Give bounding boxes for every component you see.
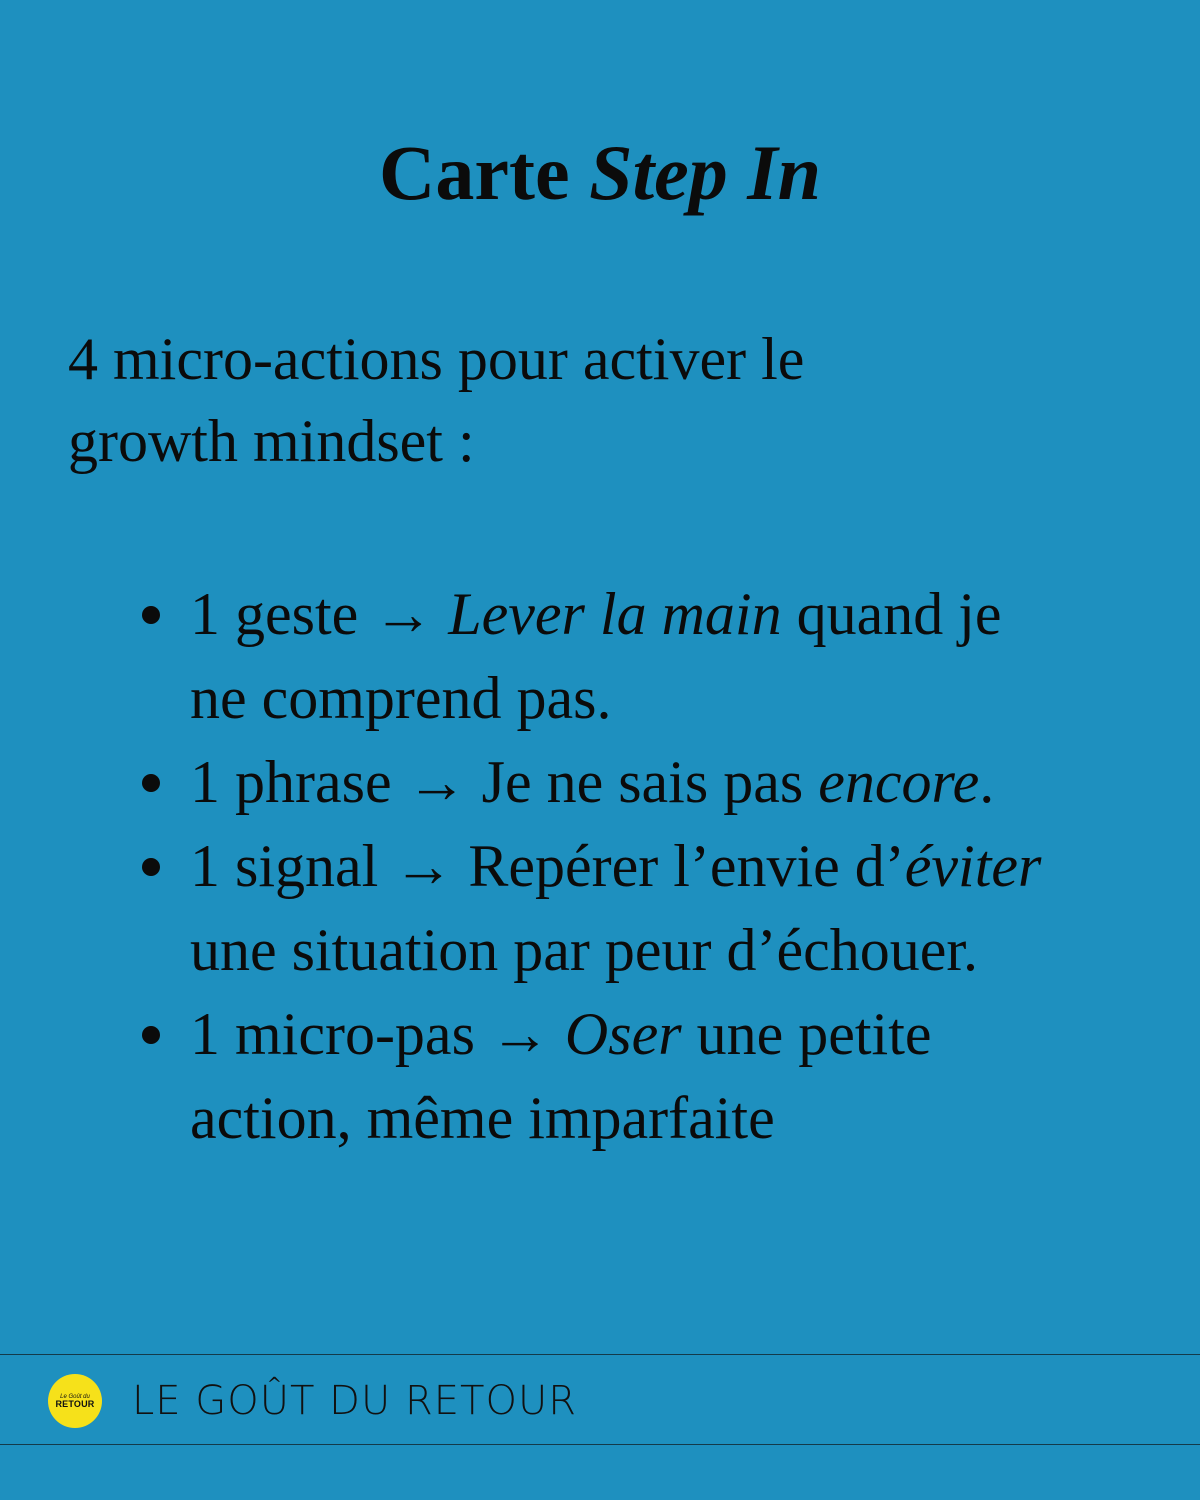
- lemon-logo-icon: [48, 1374, 102, 1428]
- card-title-plain: Carte: [379, 129, 590, 216]
- intro-line-2: growth mindset :: [68, 408, 475, 474]
- item-suffix: une petite: [681, 1001, 932, 1067]
- item-line-2: ne comprend pas.: [190, 665, 612, 731]
- item-line-2: action, même imparfaite: [190, 1085, 775, 1151]
- list-item: [190, 992, 1150, 1160]
- intro-line-1: 4 micro-actions pour activer le: [68, 326, 805, 392]
- item-prefix: 1 geste →: [190, 581, 449, 647]
- item-prefix: 1 micro-pas →: [190, 1001, 565, 1067]
- item-prefix: 1 phrase → Je ne sais pas: [190, 749, 819, 815]
- item-italic: éviter: [904, 833, 1042, 899]
- list-item: [190, 824, 1150, 992]
- list-item: [190, 740, 1150, 824]
- micro-actions-list: [190, 572, 1150, 1160]
- card-title: [0, 128, 1200, 218]
- list-item: [190, 572, 1150, 740]
- item-prefix: 1 signal → Repérer l’envie d’: [190, 833, 905, 899]
- bullet-icon: [142, 606, 160, 624]
- logo-small-text: Le Goût du: [60, 1393, 90, 1400]
- item-italic: encore: [818, 749, 980, 815]
- footer-divider-bottom: [0, 1444, 1200, 1445]
- bullet-icon: [142, 1026, 160, 1044]
- intro-text: [68, 318, 1128, 482]
- brand-name: LE GOÛT DU RETOUR: [132, 1378, 578, 1424]
- footer-brand: [48, 1372, 577, 1430]
- item-italic: Lever la main: [448, 581, 782, 647]
- item-suffix: .: [979, 749, 995, 815]
- bullet-icon: [142, 774, 160, 792]
- footer-divider-top: [0, 1354, 1200, 1355]
- item-italic: Oser: [564, 1001, 682, 1067]
- item-suffix: quand je: [781, 581, 1002, 647]
- card-title-italic: Step In: [589, 129, 821, 216]
- logo-big-text: RETOUR: [55, 1398, 95, 1409]
- item-line-2: une situation par peur d’échouer.: [190, 917, 979, 983]
- bullet-icon: [142, 858, 160, 876]
